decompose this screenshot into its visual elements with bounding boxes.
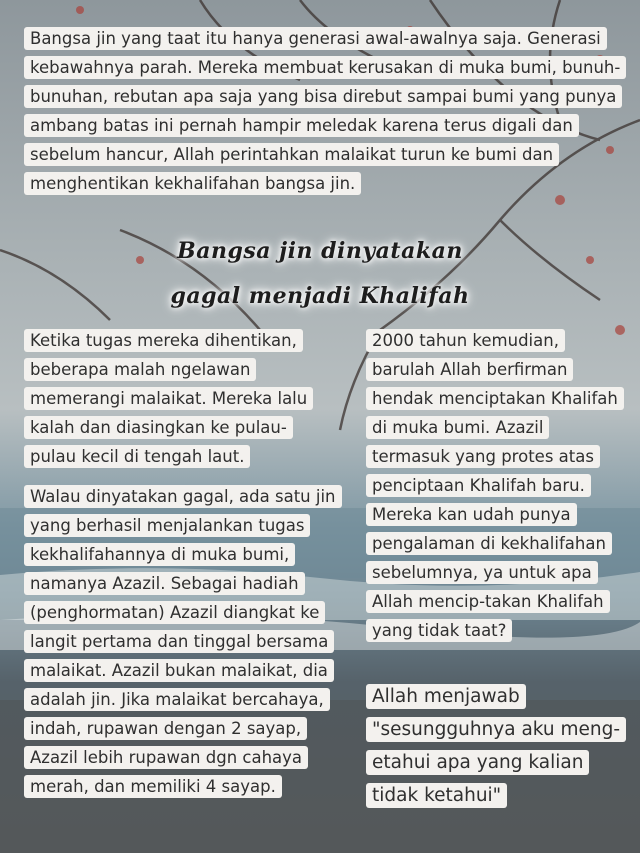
intro-paragraph xyxy=(24,24,624,198)
left-paragraph-2-text: Walau dinyatakan gagal, ada satu jin yang berhasil menjalankan tugas kekhalifahannya di muka bumi, namanya Azazil. Sebagai hadiah (penghormatan) Azazil diangkat ke langit pertama dan tinggal bersama malaikat. Azazil bukan malaikat, dia adalah jin. Jika malaikat bercahaya, indah, rupawan dengan 2 sayap, Azazil lebih rupawan dgn cahaya merah, dan memiliki 4 sayap. xyxy=(24,485,342,798)
heading-line-1: Bangsa jin dinyatakan xyxy=(177,238,463,264)
right-paragraph-2-text: Allah menjawab "sesungguhnya aku meng-etahui apa yang kalian tidak ketahui" xyxy=(366,684,626,808)
left-paragraph-1 xyxy=(24,326,324,471)
left-paragraph-2 xyxy=(24,482,344,801)
right-paragraph-2 xyxy=(366,680,624,812)
intro-text: Bangsa jin yang taat itu hanya generasi awal-awalnya saja. Generasi kebawahnya parah. Mereka membuat kerusakan di muka bumi, bunuh-bunuhan, rebutan apa saja yang bisa direbut sampai bumi yang punya ambang batas ini pernah hampir meledak karena terus digali dan sebelum hancur, Allah perintahkan malaikat turun ke bumi dan menghentikan kekhalifahan bangsa jin. xyxy=(24,27,626,195)
right-paragraph-1-text: 2000 tahun kemudian, barulah Allah berfirman hendak menciptakan Khalifah di muka bumi. Azazil termasuk yang protes atas penciptaan Khalifah baru. Mereka kan udah punya pengalaman di kekhalifahan sebelumnya, ya untuk apa Allah mencip-takan Khalifah yang tidak taat? xyxy=(366,329,624,642)
left-paragraph-1-text: Ketika tugas mereka dihentikan, beberapa malah ngelawan memerangi malaikat. Mereka lalu kalah dan diasingkan ke pulau-pulau kecil di tengah laut. xyxy=(24,329,313,468)
heading-line-2: gagal menjadi Khalifah xyxy=(170,283,470,309)
right-paragraph-1 xyxy=(366,326,624,645)
